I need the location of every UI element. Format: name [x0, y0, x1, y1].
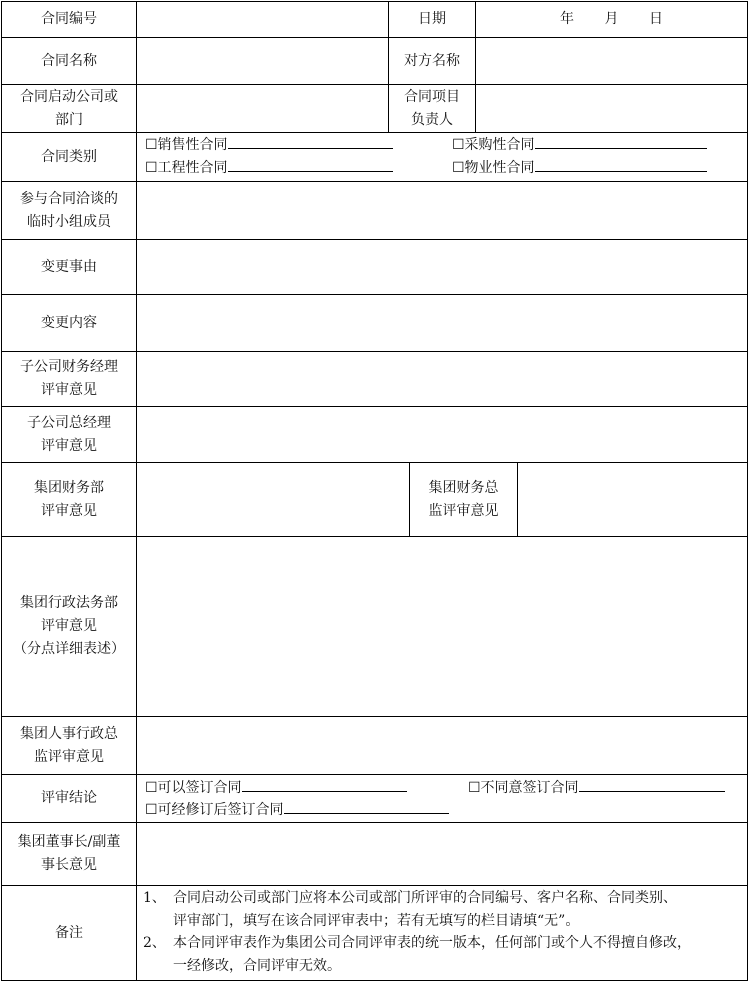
- contract-type-label: 合同类别: [41, 148, 97, 165]
- contract-type-sales-checkbox[interactable]: ☐销售性合同: [145, 134, 393, 155]
- conclusion-reject-checkbox[interactable]: ☐不同意签订合同: [468, 777, 725, 798]
- conclusion-revise-checkbox[interactable]: ☐可经修订后签订合同: [145, 799, 449, 820]
- group-finance-review-field[interactable]: [137, 463, 409, 536]
- group-finance-review-label: 集团财务部 评审意见: [34, 479, 104, 519]
- contract-type-property-checkbox[interactable]: ☐物业性合同: [452, 157, 707, 178]
- group-cfo-review-label: 集团财务总 监评审意见: [428, 479, 499, 519]
- date-field[interactable]: 年 月 日: [560, 11, 663, 27]
- project-lead-label: 合同项目 负责人: [404, 88, 460, 128]
- change-content-field[interactable]: [137, 295, 747, 351]
- remarks-notes: [143, 887, 743, 977]
- contract-no-label: 合同编号: [41, 11, 97, 27]
- negotiation-members-label: 参与合同洽谈的 临时小组成员: [20, 190, 118, 230]
- table-border-bottom: [1, 980, 748, 981]
- remark-item: 1、 合同启动公司或部门应将本公司或部门所评审的合同编号、客户名称、合同类别、 评审部门，填写在该合同评审表中；若有无填写的栏目请填“无”。: [143, 890, 677, 929]
- group-cfo-review-field[interactable]: [518, 463, 747, 536]
- change-reason-field[interactable]: [137, 240, 747, 294]
- change-reason-label: 变更事由: [41, 258, 97, 275]
- change-content-label: 变更内容: [41, 314, 97, 331]
- review-conclusion-label: 评审结论: [41, 790, 97, 806]
- counterparty-field[interactable]: [476, 38, 747, 84]
- contract-name-label: 合同名称: [41, 52, 97, 69]
- conclusion-approve-checkbox[interactable]: ☐可以签订合同: [145, 777, 407, 798]
- table-border-right: [747, 1, 748, 981]
- counterparty-label: 对方名称: [404, 52, 460, 69]
- initiator-field[interactable]: [137, 85, 388, 132]
- group-hr-review-label: 集团人事行政总 监评审意见: [20, 725, 118, 765]
- remarks-label: 备注: [55, 924, 83, 941]
- negotiation-members-field[interactable]: [137, 182, 747, 239]
- chairman-opinion-field[interactable]: [137, 823, 747, 885]
- contract-type-engineering-checkbox[interactable]: ☐工程性合同: [145, 157, 393, 178]
- sub-gm-review-label: 子公司总经理 评审意见: [27, 414, 111, 454]
- sub-finance-review-label: 子公司财务经理 评审意见: [20, 359, 118, 398]
- contract-no-field[interactable]: [137, 2, 388, 37]
- remark-item: 2、 本合同评审表作为集团公司合同评审表的统一版本，任何部门或个人不得擅自修改， 一经修改，合同评审无效。: [143, 935, 691, 974]
- contract-type-purchase-checkbox[interactable]: ☐采购性合同: [452, 134, 707, 155]
- group-legal-review-field[interactable]: [137, 537, 747, 716]
- sub-finance-review-field[interactable]: [137, 352, 747, 406]
- date-label: 日期: [418, 11, 446, 27]
- project-lead-field[interactable]: [476, 85, 747, 132]
- group-hr-review-field[interactable]: [137, 717, 747, 774]
- initiator-label: 合同启动公司或 部门: [20, 88, 118, 128]
- group-legal-review-label: 集团行政法务部 评审意见 （分点详细表述）: [13, 595, 125, 657]
- sub-gm-review-field[interactable]: [137, 407, 747, 462]
- contract-name-field[interactable]: [137, 38, 388, 84]
- chairman-opinion-label: 集团董事长/副董 事长意见: [17, 834, 121, 873]
